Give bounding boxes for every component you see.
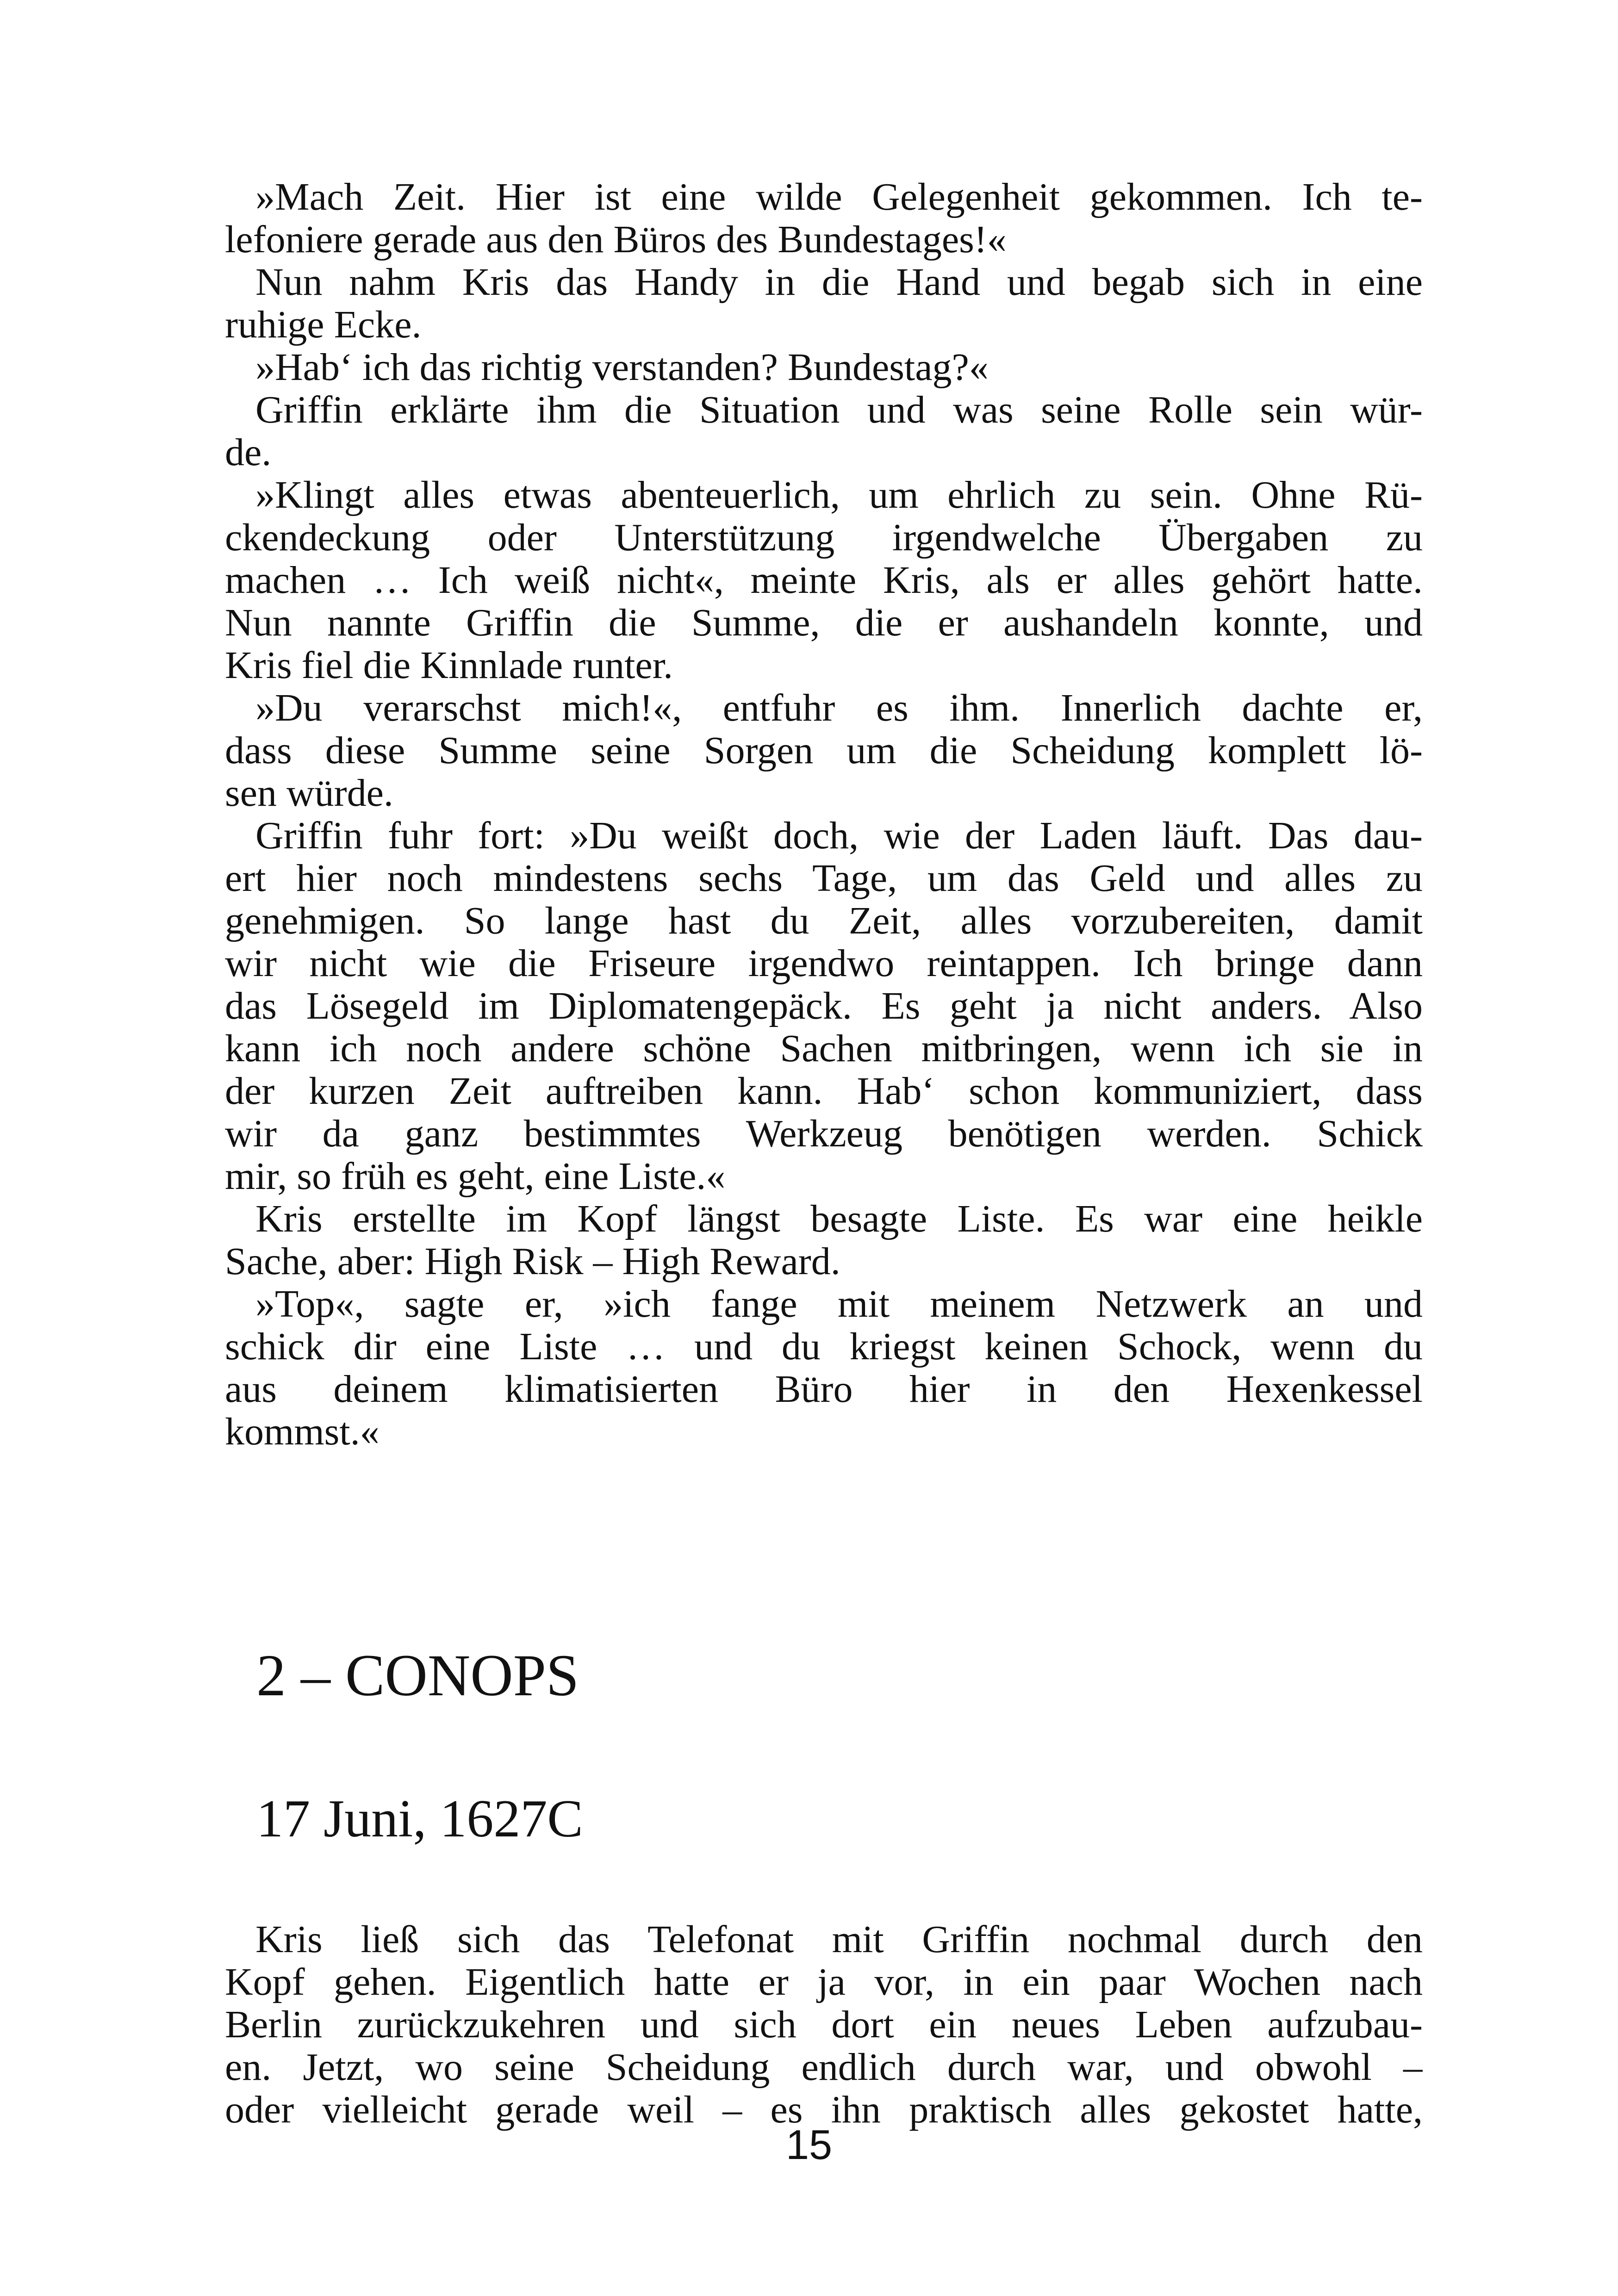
text-block-dialogue	[225, 176, 1423, 1453]
text-line: »Mach Zeit. Hier ist eine wilde Gelegenheit gekommen. Ich te-	[255, 176, 1423, 218]
text-line: »Hab‘ ich das richtig verstanden? Bundestag?«	[255, 346, 989, 389]
date-heading: 17 Juni, 1627C	[256, 1789, 583, 1848]
text-line: de.	[225, 431, 272, 474]
text-line: Sache, aber: High Risk – High Reward.	[225, 1240, 840, 1283]
text-line: ert hier noch mindestens sechs Tage, um das Geld und alles zu	[225, 857, 1423, 900]
text-line: »Klingt alles etwas abenteuerlich, um ehrlich zu sein. Ohne Rü-	[255, 474, 1423, 516]
text-line: Kris erstellte im Kopf längst besagte Liste. Es war eine heikle	[255, 1198, 1423, 1240]
text-line: kommst.«	[225, 1411, 380, 1453]
text-line: mir, so früh es geht, eine Liste.«	[225, 1155, 726, 1198]
text-line: dass diese Summe seine Sorgen um die Scheidung komplett lö-	[225, 729, 1423, 772]
text-line: »Du verarschst mich!«, entfuhr es ihm. Innerlich dachte er,	[255, 687, 1423, 729]
text-line: oder vielleicht gerade weil – es ihn praktisch alles gekostet hatte,	[225, 2089, 1423, 2131]
text-line: wir nicht wie die Friseure irgendwo reintappen. Ich bringe dann	[225, 942, 1423, 985]
text-line: das Lösegeld im Diplomatengepäck. Es geht ja nicht anders. Also	[225, 985, 1423, 1027]
text-block-chapter-start	[225, 1918, 1423, 2131]
text-line: Griffin fuhr fort: »Du weißt doch, wie der Laden läuft. Das dau-	[255, 815, 1423, 857]
text-line: ckendeckung oder Unterstützung irgendwelche Übergaben zu	[225, 516, 1423, 559]
page-number: 15	[785, 2122, 833, 2168]
text-line: Griffin erklärte ihm die Situation und was seine Rolle sein wür-	[255, 389, 1423, 431]
text-line: genehmigen. So lange hast du Zeit, alles vorzubereiten, damit	[225, 900, 1423, 942]
text-line: der kurzen Zeit auftreiben kann. Hab‘ schon kommuniziert, dass	[225, 1070, 1423, 1113]
text-line: schick dir eine Liste … und du kriegst keinen Schock, wenn du	[225, 1325, 1423, 1368]
text-line: Kopf gehen. Eigentlich hatte er ja vor, in ein paar Wochen nach	[225, 1961, 1423, 2004]
text-line: aus deinem klimatisierten Büro hier in den Hexenkessel	[225, 1368, 1423, 1411]
text-line: en. Jetzt, wo seine Scheidung endlich durch war, und obwohl –	[225, 2046, 1423, 2089]
text-line: Nun nahm Kris das Handy in die Hand und begab sich in eine	[255, 261, 1423, 304]
text-line: ruhige Ecke.	[225, 304, 422, 346]
text-line: »Top«, sagte er, »ich fange mit meinem Netzwerk an und	[255, 1283, 1423, 1325]
text-line: sen würde.	[225, 772, 393, 815]
text-line: lefoniere gerade aus den Büros des Bundestages!«	[225, 218, 1007, 261]
text-line: Kris ließ sich das Telefonat mit Griffin nochmal durch den	[255, 1918, 1423, 1961]
text-line: kann ich noch andere schöne Sachen mitbringen, wenn ich sie in	[225, 1027, 1423, 1070]
text-line: wir da ganz bestimmtes Werkzeug benötigen werden. Schick	[225, 1113, 1423, 1155]
text-line: machen … Ich weiß nicht«, meinte Kris, als er alles gehört hatte.	[225, 559, 1423, 602]
text-line: Nun nannte Griffin die Summe, die er aushandeln konnte, und	[225, 602, 1423, 644]
chapter-heading: 2 – CONOPS	[256, 1643, 579, 1708]
text-line: Kris fiel die Kinnlade runter.	[225, 644, 673, 687]
text-line: Berlin zurückzukehren und sich dort ein neues Leben aufzubau-	[225, 2004, 1423, 2046]
